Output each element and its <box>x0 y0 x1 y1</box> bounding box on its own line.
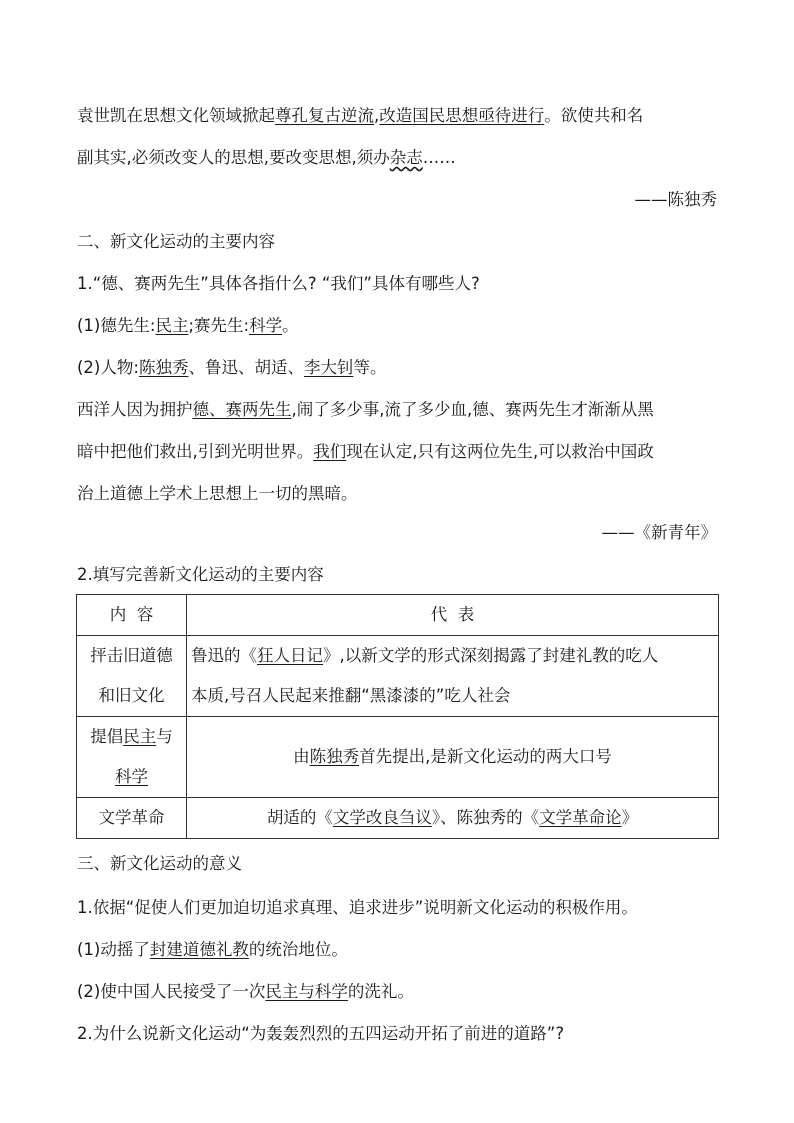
underlined-text: 我们 <box>313 442 347 461</box>
underlined-text: 封建道德礼教 <box>149 940 249 959</box>
answer-text: (1)德先生: <box>77 316 156 335</box>
quote-text: 副其实,必须改变人的思想,要改变思想,须办 <box>77 148 390 167</box>
cell-text: 鲁迅的《 <box>191 646 257 665</box>
answer-line <box>77 356 386 380</box>
underlined-text: 陈独秀 <box>138 358 189 377</box>
cell-text: 》、陈独秀的《 <box>431 808 540 827</box>
cell-line <box>191 636 714 676</box>
table-cell-label: 文学革命 <box>77 798 187 839</box>
quote-text: …… <box>422 148 456 167</box>
answer-text: 。 <box>282 316 299 335</box>
underlined-text: 科学 <box>249 316 283 335</box>
section-heading: 二、新文化运动的主要内容 <box>77 232 275 251</box>
cell-text: 与 <box>156 727 173 746</box>
underlined-text: 改造国民思想亟待进行 <box>379 106 545 125</box>
answer-text: 的洗礼。 <box>347 982 414 1001</box>
answer-text: 、鲁迅、胡适、 <box>188 358 304 377</box>
table-cell-content <box>187 798 719 839</box>
answer-line <box>77 938 348 962</box>
underlined-text: 民主 <box>155 316 189 335</box>
underlined-text: 文学革命论 <box>539 808 622 827</box>
quote-text: 暗中把他们救出,引到光明世界。 <box>77 442 314 461</box>
underlined-text: 德、赛两先生 <box>192 400 292 419</box>
table-header-row <box>77 595 719 636</box>
table-header: 内 容 <box>77 595 187 636</box>
table-header: 代 表 <box>187 595 719 636</box>
question: 1.“德、赛两先生”具体各指什么? “我们”具体有哪些人? <box>77 274 480 293</box>
cell-text: 提倡 <box>90 727 124 746</box>
section-heading: 三、新文化运动的意义 <box>77 854 242 873</box>
quote-line: 治上道德上学术上思想上一切的黑暗。 <box>77 484 358 503</box>
question: 1.依据“促使人们更加迫切追求真理、追求进步”说明新文化运动的积极作用。 <box>77 898 638 917</box>
quote-line <box>77 440 654 464</box>
underlined-text: 文学改良刍议 <box>332 808 432 827</box>
table-row <box>77 798 719 839</box>
quote-text: 。欲使共和名 <box>544 106 644 125</box>
quote-text: 西洋人因为拥护 <box>77 400 193 419</box>
answer-text: 等。 <box>353 358 387 377</box>
underlined-text: 尊孔复古逆流 <box>275 106 374 125</box>
underlined-text: 陈独秀 <box>309 747 360 766</box>
cell-line <box>81 717 182 757</box>
table-cell-label <box>77 636 187 717</box>
quote-text: , <box>374 106 380 125</box>
cell-text: 抨击旧道德 <box>90 646 173 665</box>
table-row <box>77 636 719 717</box>
quote-line <box>77 104 643 128</box>
cell-text: 》 <box>621 808 639 827</box>
quote-text: 袁世凯在思想文化领域掀起 <box>77 106 275 125</box>
answer-text: 的统治地位。 <box>248 940 348 959</box>
cell-text: 和旧文化 <box>98 686 165 705</box>
table-cell-content <box>187 636 719 717</box>
table-cell-label <box>77 717 187 798</box>
cell-text: 》,以新文学的形式深刻揭露了封建礼教的吃人 <box>323 646 659 665</box>
content-table <box>76 594 719 839</box>
cell-text: 胡适的《 <box>266 808 333 827</box>
underlined-text: 民主与科学 <box>265 982 348 1001</box>
cell-text: 由 <box>293 747 310 766</box>
underlined-text: 李大钊 <box>303 358 354 377</box>
underlined-text: 科学 <box>115 767 148 786</box>
wavy-underlined-text: 杂志 <box>389 148 423 167</box>
answer-line <box>77 314 299 338</box>
answer-text: (1)动摇了 <box>77 940 150 959</box>
question: 2.填写完善新文化运动的主要内容 <box>77 565 324 584</box>
cell-text: 首先提出,是新文化运动的两大口号 <box>359 747 612 766</box>
question: 2.为什么说新文化运动“为轰轰烈烈的五四运动开拓了前进的道路”? <box>77 1024 565 1043</box>
cell-text: 本质,号召人民起来推翻“黑漆漆的”吃人社会 <box>191 686 511 705</box>
table-cell-content <box>187 717 719 798</box>
answer-text: (2)使中国人民接受了一次 <box>77 982 266 1001</box>
quote-line <box>77 146 456 170</box>
quote-line <box>77 398 654 422</box>
table-row <box>77 717 719 798</box>
answer-text: ;赛先生: <box>188 316 250 335</box>
underlined-text: 狂人日记 <box>257 646 323 665</box>
answer-text: (2)人物: <box>77 358 139 377</box>
quote-text: 现在认定,只有这两位先生,可以救治中国政 <box>346 442 654 461</box>
quote-text: ,闹了多少事,流了多少血,德、赛两先生才渐渐从黑 <box>291 400 654 419</box>
quote-source: ——《新青年》 <box>601 523 717 542</box>
answer-line <box>77 980 414 1004</box>
quote-source: ——陈独秀 <box>634 190 717 209</box>
underlined-text: 民主 <box>123 727 157 746</box>
